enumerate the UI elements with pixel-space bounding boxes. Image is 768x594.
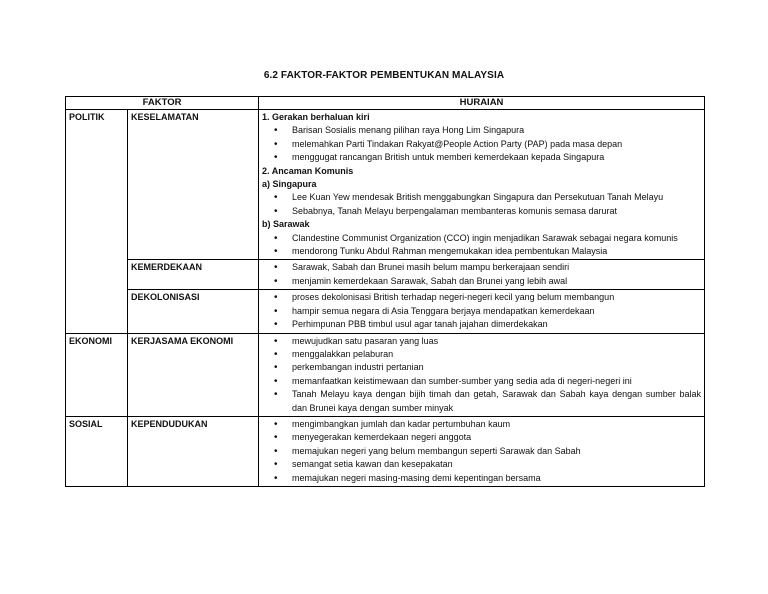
table-row — [66, 333, 705, 416]
list-item: • memajukan negeri masing-masing demi kepentingan bersama — [262, 472, 701, 485]
bullet-list — [262, 335, 701, 415]
subheading: 2. Ancaman Komunis — [262, 165, 354, 176]
bullet-list — [262, 124, 701, 164]
list-item: • Tanah Melayu kaya dengan bijih timah dan getah, Sarawak dan Sabah kaya dengan sumber balak dan Brunei kaya dengan sumber minyak — [262, 388, 701, 415]
list-item: • mewujudkan satu pasaran yang luas — [262, 335, 701, 348]
list-item: • Clandestine Communist Organization (CCO) ingin menjadikan Sarawak sebagai negara komunis — [262, 232, 701, 245]
subheading: 1. Gerakan berhaluan kiri — [262, 112, 370, 122]
list-item: • memajukan negeri yang belum membangun seperti Sarawak dan Sabah — [262, 445, 701, 458]
bullet-list — [262, 291, 701, 331]
huraian-keselamatan — [259, 110, 705, 260]
huraian-dekolonisasi — [259, 290, 705, 333]
list-item: • Sarawak, Sabah dan Brunei masih belum mampu berkerajaan sendiri — [262, 261, 701, 274]
bullet-list — [262, 191, 701, 218]
header-faktor: FAKTOR — [66, 97, 259, 110]
bullet-list — [262, 232, 701, 259]
subheading: a) Singapura — [262, 179, 317, 190]
list-item: • mengimbangkan jumlah dan kadar pertumbuhan kaum — [262, 418, 701, 431]
huraian-sosial — [259, 416, 705, 486]
table-row — [66, 110, 705, 260]
table-row — [66, 260, 705, 290]
factor-kemerdekaan: KEMERDEKAAN — [128, 260, 259, 290]
list-item: • melemahkan Parti Tindakan Rakyat@People Action Party (PAP) pada masa depan — [262, 138, 701, 151]
factor-kerjasama-ekonomi: KERJASAMA EKONOMI — [128, 333, 259, 416]
list-item: • Sebabnya, Tanah Melayu berpengalaman membanteras komunis semasa darurat — [262, 205, 701, 218]
header-row — [66, 97, 705, 110]
factors-table — [65, 96, 705, 487]
category-sosial: SOSIAL — [66, 416, 128, 486]
bullet-list — [262, 261, 701, 288]
list-item: • Perhimpunan PBB timbul usul agar tanah jajahan dimerdekakan — [262, 318, 701, 331]
factor-dekolonisasi: DEKOLONISASI — [128, 290, 259, 333]
list-item: • memanfaatkan keistimewaan dan sumber-sumber yang sedia ada di negeri-negeri ini — [262, 375, 701, 388]
list-item: • menjamin kemerdekaan Sarawak, Sabah dan Brunei yang lebih awal — [262, 275, 701, 288]
document-title: 6.2 FAKTOR-FAKTOR PEMBENTUKAN MALAYSIA — [263, 70, 505, 81]
list-item: • Lee Kuan Yew mendesak British menggabungkan Singapura dan Persekutuan Tanah Melayu — [262, 191, 701, 204]
huraian-kemerdekaan — [259, 260, 705, 290]
category-ekonomi: EKONOMI — [66, 333, 128, 416]
list-item: • semangat setia kawan dan kesepakatan — [262, 458, 701, 471]
list-item: • perkembangan industri pertanian — [262, 361, 701, 374]
list-item: • hampir semua negara di Asia Tenggara berjaya mendapatkan kemerdekaan — [262, 305, 701, 318]
huraian-ekonomi — [259, 333, 705, 416]
subheading: b) Sarawak — [262, 219, 310, 230]
list-item: • Barisan Sosialis menang pilihan raya Hong Lim Singapura — [262, 124, 701, 137]
table-row — [66, 290, 705, 333]
bullet-list — [262, 418, 701, 485]
factor-keselamatan: KESELAMATAN — [128, 110, 259, 260]
list-item: • menyegerakan kemerdekaan negeri anggota — [262, 431, 701, 444]
header-huraian: HURAIAN — [259, 97, 705, 110]
list-item: • proses dekolonisasi British terhadap negeri-negeri kecil yang belum membangun — [262, 291, 701, 304]
list-item: • menggugat rancangan British untuk memberi kemerdekaan kepada Singapura — [262, 151, 701, 164]
list-item: • menggalakkan pelaburan — [262, 348, 701, 361]
category-politik: POLITIK — [66, 110, 128, 334]
factor-kependudukan: KEPENDUDUKAN — [128, 416, 259, 486]
list-item: • mendorong Tunku Abdul Rahman mengemukakan idea pembentukan Malaysia — [262, 245, 701, 258]
table-row — [66, 416, 705, 486]
